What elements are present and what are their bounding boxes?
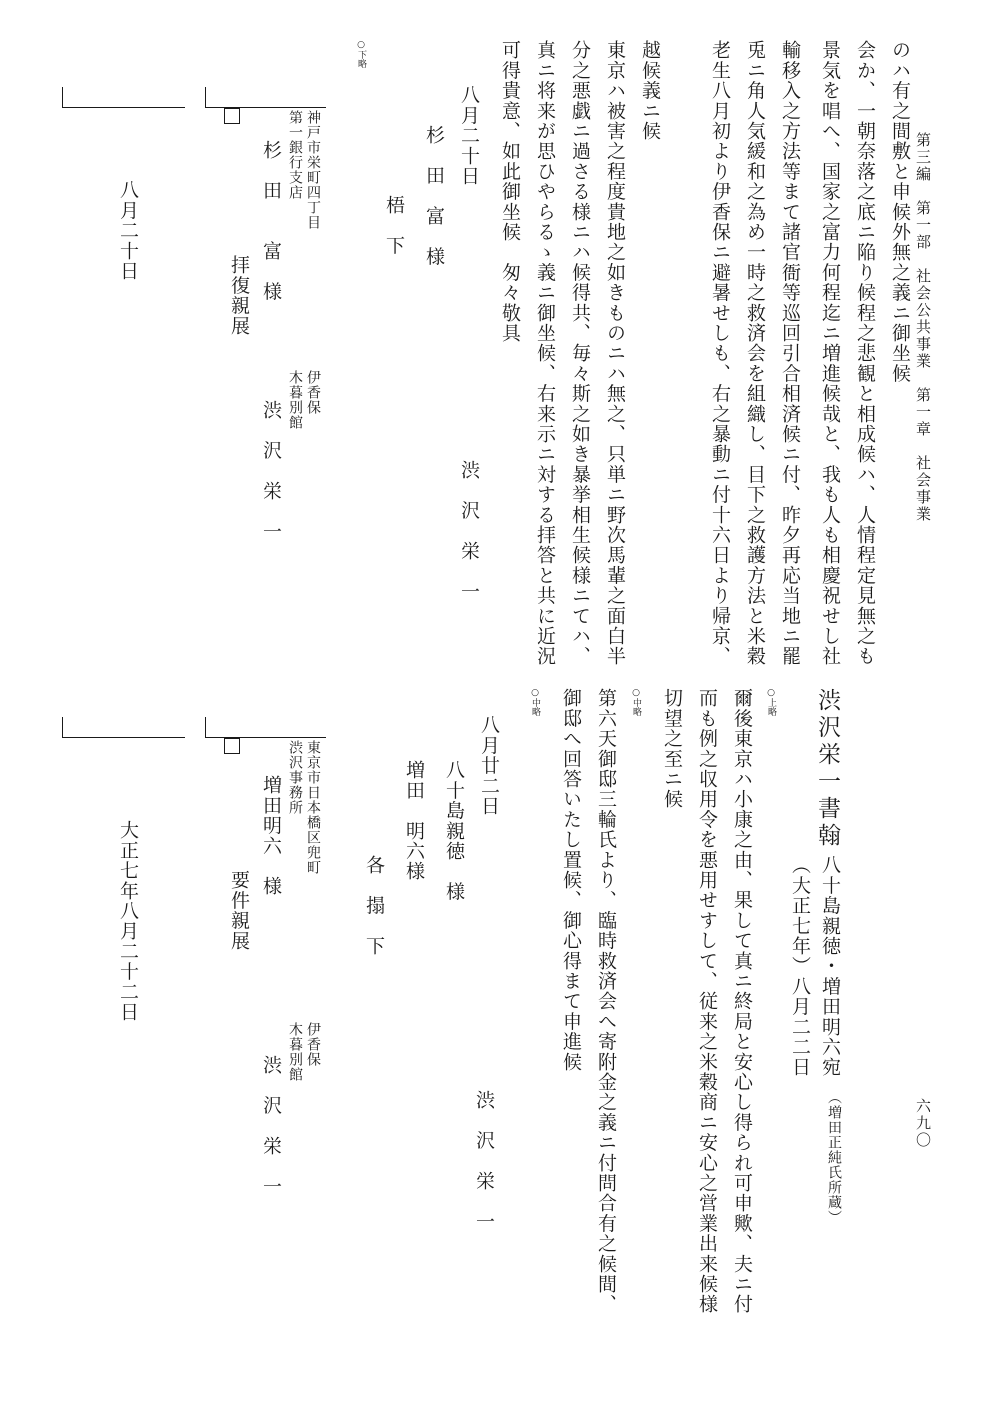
paragraph-line: 東京ハ被害之程度貴地之如きものニハ無之、只単ニ野次馬輩之面白半 xyxy=(604,40,626,667)
paragraph-line: 越候義ニ候 xyxy=(639,40,661,141)
envelope-back-date: 大正七年八月二十二日 xyxy=(117,820,139,1022)
paragraph-line: 会か、一朝奈落之底ニ陥り候程之悲観と相成候ハ、人情程定見無之も xyxy=(854,40,876,667)
honorific: 梧 下 xyxy=(383,195,405,256)
envelope-note: 要件親展 xyxy=(228,870,250,951)
page-number: 六九〇 xyxy=(914,1098,932,1149)
honorific: 各 搨 下 xyxy=(363,855,385,956)
envelope-address-line2: 第一銀行支店 xyxy=(287,110,303,200)
paragraph-line: 爾後東京ハ小康之由、果して真ニ終局と安心し得られ可申歟、夫ニ付 xyxy=(731,688,753,1315)
addressee-2: 増田 明六様 xyxy=(403,760,425,882)
envelope-from-name: 渋 沢 栄 一 xyxy=(260,400,282,542)
letter-title: 渋沢栄一書翰 xyxy=(814,688,840,850)
omission-note: ○下略 xyxy=(356,40,366,68)
letter-date: 八月二十日 xyxy=(458,85,480,186)
envelope-recipient: 増田明六 様 xyxy=(260,775,282,897)
paragraph-line: 而も例之収用令を悪用せすして、従来之米穀商ニ安心之営業出来候様 xyxy=(696,688,718,1315)
envelope-note: 拝復親展 xyxy=(228,255,250,336)
paragraph-line: のハ有之間敷と申候外無之義ニ御坐候 xyxy=(889,40,911,384)
letter-date: 八月廿二日 xyxy=(478,715,500,816)
paragraph-line: 第六天御邸三輪氏より、臨時救済会へ寄附金之義ニ付問合有之候間、 xyxy=(595,688,617,1315)
paragraph-line: 老生八月初より伊香保ニ避暑せしも、右之暴動ニ付十六日より帰京、 xyxy=(709,40,731,667)
envelope-back-bracket xyxy=(62,717,185,738)
envelope-back-bracket xyxy=(62,87,185,108)
envelope-from-place1: 伊香保 xyxy=(305,370,321,415)
envelope-back-date: 八月二十日 xyxy=(117,180,139,281)
running-head: 第三編 第一部 社会公共事業 第一章 社会事業 xyxy=(914,132,932,523)
envelope-from-place2: 木暮別館 xyxy=(287,370,303,430)
omission-note-mid: ○中略 xyxy=(631,688,641,716)
omission-note-top: ○上略 xyxy=(766,688,776,716)
omission-note-mid2: ○中略 xyxy=(530,688,540,716)
envelope-checkbox xyxy=(224,108,240,124)
envelope-bracket xyxy=(205,87,326,108)
envelope-from-place2: 木暮別館 xyxy=(287,1022,303,1082)
envelope-checkbox xyxy=(224,738,240,754)
paragraph-line: 分之悪戯ニ過さる様ニハ候得共、毎々斯之如き暴挙相生候様ニてハ、 xyxy=(569,40,591,667)
paragraph-line: 輸移入之方法等まて諸官衙等巡回引合相済候ニ付、昨夕再応当地ニ罷 xyxy=(779,40,801,667)
paragraph-line: 兎ニ角人気緩和之為め一時之救済会を組織し、目下之救護方法と米穀 xyxy=(744,40,766,667)
letter-recipients: 八十島親徳・増田明六宛 xyxy=(819,855,841,1078)
sender-name: 渋 沢 栄 一 xyxy=(473,1090,495,1232)
paragraph-line: 可得貴意、如此御坐候 匆々敬具 xyxy=(499,40,521,343)
paragraph-line: 真ニ将来が思ひやらるゝ義ニ御坐候、右来示ニ対する拝答と共に近況 xyxy=(534,40,556,667)
addressee-1: 八十島親徳 様 xyxy=(443,760,465,902)
envelope-recipient: 杉 田 富 様 xyxy=(260,140,282,302)
envelope-address-line1: 東京市日本橋区兜町 xyxy=(305,740,321,875)
envelope-address-line2: 渋沢事務所 xyxy=(287,740,303,815)
envelope-bracket xyxy=(205,717,326,738)
letter-collection: （増田正純氏所蔵） xyxy=(826,1090,842,1225)
paragraph-line: 切望之至ニ候 xyxy=(661,688,683,810)
paragraph-line: 御邸へ回答いたし置候、御心得まて申進候 xyxy=(560,688,582,1072)
envelope-from-name: 渋 沢 栄 一 xyxy=(260,1055,282,1197)
addressee: 杉 田 富 様 xyxy=(423,125,445,267)
sender-name: 渋 沢 栄 一 xyxy=(458,460,480,602)
letter-date-sub: （大正七年）八月二二日 xyxy=(789,855,811,1078)
paragraph-line: 景気を唱へ、国家之富力何程迄ニ増進候哉と、我も人も相慶祝せし社 xyxy=(819,40,841,667)
envelope-address-line1: 神戸市栄町四丁目 xyxy=(305,110,321,230)
envelope-from-place1: 伊香保 xyxy=(305,1022,321,1067)
